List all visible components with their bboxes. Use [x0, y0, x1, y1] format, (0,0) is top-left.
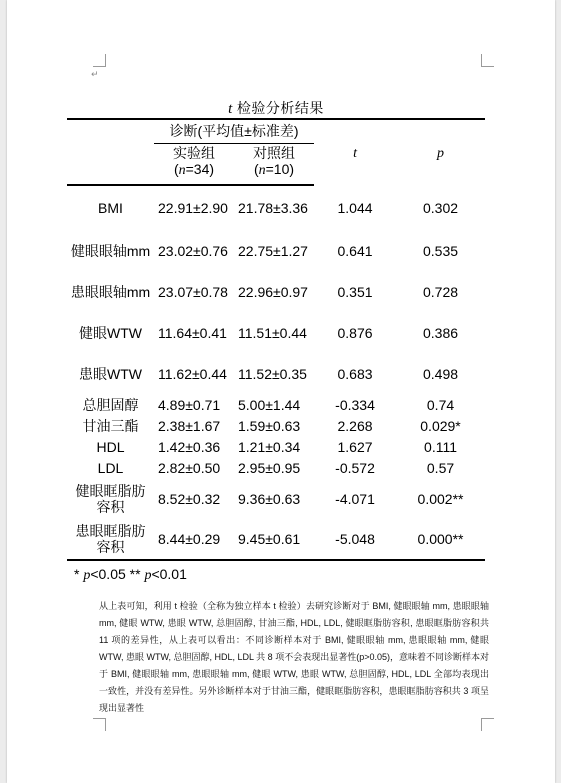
- cell-control: 11.51±0.44: [238, 324, 307, 341]
- cell-t: 0.876: [337, 324, 373, 341]
- crop-mark-top-right: [481, 54, 494, 67]
- row-label: 总胆固醇: [82, 396, 139, 413]
- cell-experimental: 22.91±2.90: [158, 200, 228, 216]
- footnote-star: *: [74, 566, 84, 582]
- cell-experimental: 1.42±0.36: [158, 438, 221, 455]
- cell-p: 0.000**: [396, 519, 485, 560]
- cell-t: -0.334: [335, 396, 375, 413]
- cell-p: 0.302: [422, 199, 459, 216]
- header-t[interactable]: [314, 119, 396, 185]
- cell-p: 0.111: [424, 438, 457, 455]
- table-row[interactable]: [67, 415, 485, 436]
- header-ctrl-name: 对照组: [253, 145, 295, 162]
- cell-p: 0.74: [426, 396, 455, 413]
- cell-p: 0.728: [422, 283, 459, 300]
- table-row[interactable]: [67, 478, 485, 519]
- document-page: [7, 0, 555, 783]
- row-label: 甘油三酯: [82, 417, 139, 434]
- cell-experimental: 2.38±1.67: [158, 417, 221, 434]
- header-ctrl-n: (n=10): [253, 161, 295, 179]
- cell-experimental: 8.52±0.32: [158, 490, 221, 507]
- cell-experimental: 8.44±0.29: [154, 519, 234, 560]
- cell-t: -5.048: [314, 519, 396, 560]
- cell-control: 21.78±3.36: [238, 200, 308, 216]
- footnote-p: p: [83, 568, 91, 583]
- table-row[interactable]: [67, 312, 485, 353]
- header-exp-n: (n=34): [173, 161, 215, 179]
- cell-control: 9.45±0.61: [234, 519, 314, 560]
- cell-experimental: 23.02±0.76: [158, 242, 228, 259]
- table-row[interactable]: [67, 271, 485, 312]
- header-empty-cell: [67, 119, 154, 143]
- header-exp-name: 实验组: [173, 145, 215, 162]
- crop-mark-bottom-right: [481, 718, 494, 731]
- table-row[interactable]: [67, 457, 485, 478]
- table-title[interactable]: [67, 98, 485, 118]
- table-row[interactable]: [67, 394, 485, 415]
- table-title-text: 检验分析结果: [236, 100, 324, 116]
- cell-t: -0.572: [335, 459, 375, 476]
- analysis-paragraph[interactable]: 从上表可知，利用 t 检验（全称为独立样本 t 检验）去研究诊断对于 BMI, 健眼眼轴 mm, 患眼眼轴 mm, 健眼 WTW, 患眼 WTW, 总胆固醇, 甘油三酯, HDL, LDL, 健眼眶脂肪容积, 患眼眶脂肪容积共 11 项的差异性，从上表可以看出：不同诊断样本对于 BMI, 健眼眼轴 mm, 患眼眼轴 mm, 健眼 WTW, 患眼 WTW, 总胆固醇, HDL, LDL 共 8 项不会表现出显著性(p>0.05)，意味着不同诊断样本对于 BMI, 健眼眼轴 mm, 患眼眼轴 mm, 健眼 WTW, 患眼 WTW, 总胆固醇, HDL, LDL 全部均表现出一致性，并没有差异性。另外诊断样本对于甘油三酯，健眼眶脂肪容积，患眼眶脂肪容积共 3 项呈现出显著性: [99, 601, 489, 713]
- table-row[interactable]: [67, 230, 485, 271]
- cell-control: 5.00±1.44: [238, 396, 301, 413]
- cell-t: -4.071: [335, 490, 375, 507]
- cell-t: 2.268: [337, 417, 373, 434]
- cell-experimental: 11.62±0.44: [158, 365, 227, 382]
- header-p[interactable]: [396, 119, 485, 185]
- cell-experimental: 2.82±0.50: [158, 459, 221, 476]
- crop-mark-bottom-left: [93, 718, 106, 731]
- row-label: 健眼WTW: [79, 324, 142, 341]
- cell-experimental: 23.07±0.78: [158, 283, 228, 300]
- header-experimental-group[interactable]: [154, 143, 234, 185]
- cell-p: 0.029*: [420, 417, 461, 434]
- cell-control: 1.59±0.63: [238, 417, 301, 434]
- row-label: 健眼眼轴mm: [70, 242, 151, 259]
- paragraph-mark-icon: ↵: [91, 69, 99, 79]
- table-title-t: t: [228, 101, 233, 117]
- header-p-text: p: [437, 145, 445, 161]
- cell-experimental: 11.64±0.41: [158, 324, 227, 341]
- cell-t: 0.351: [337, 283, 373, 300]
- cell-control: 9.36±0.63: [238, 490, 301, 507]
- header-t-text: t: [353, 145, 357, 161]
- cell-experimental: 4.89±0.71: [158, 396, 221, 413]
- row-label: HDL: [96, 438, 125, 455]
- row-label: 患眼眶脂肪容积: [67, 519, 154, 560]
- table-row[interactable]: [67, 436, 485, 457]
- header-diagnosis[interactable]: 诊断(平均值±标准差): [154, 119, 314, 143]
- cell-control: 2.95±0.95: [238, 459, 301, 476]
- footnote-text-1: <0.05 **: [90, 566, 145, 582]
- cell-p: 0.002**: [417, 490, 464, 507]
- cell-control: 22.96±0.97: [238, 283, 308, 300]
- header-empty-cell-2: [67, 143, 154, 185]
- table-row[interactable]: [67, 519, 485, 560]
- cell-control: 22.75±1.27: [238, 242, 308, 259]
- cell-t: 0.683: [337, 365, 373, 382]
- crop-mark-top-left: [93, 54, 106, 67]
- row-label: 患眼WTW: [79, 365, 142, 382]
- cell-t: 1.044: [337, 199, 373, 216]
- footnote-p: p: [144, 568, 152, 583]
- header-control-group[interactable]: [234, 143, 314, 185]
- cell-t: 0.641: [337, 242, 373, 259]
- row-label: 健眼眶脂肪容积: [75, 482, 146, 515]
- cell-p: 0.535: [422, 242, 459, 259]
- footnote-text-2: <0.01: [151, 566, 187, 582]
- row-label: BMI: [98, 200, 123, 216]
- cell-control: 11.52±0.35: [238, 365, 307, 382]
- cell-t: 1.627: [337, 438, 373, 455]
- row-label: LDL: [97, 459, 124, 476]
- table-row[interactable]: [67, 185, 485, 230]
- cell-p: 0.498: [422, 365, 459, 382]
- table-footnote[interactable]: [74, 566, 187, 584]
- cell-p: 0.386: [422, 324, 459, 341]
- table-row[interactable]: [67, 353, 485, 394]
- t-test-results-table[interactable]: [67, 118, 485, 561]
- cell-p: 0.57: [426, 459, 455, 476]
- cell-control: 1.21±0.34: [238, 438, 301, 455]
- row-label: 患眼眼轴mm: [70, 283, 151, 300]
